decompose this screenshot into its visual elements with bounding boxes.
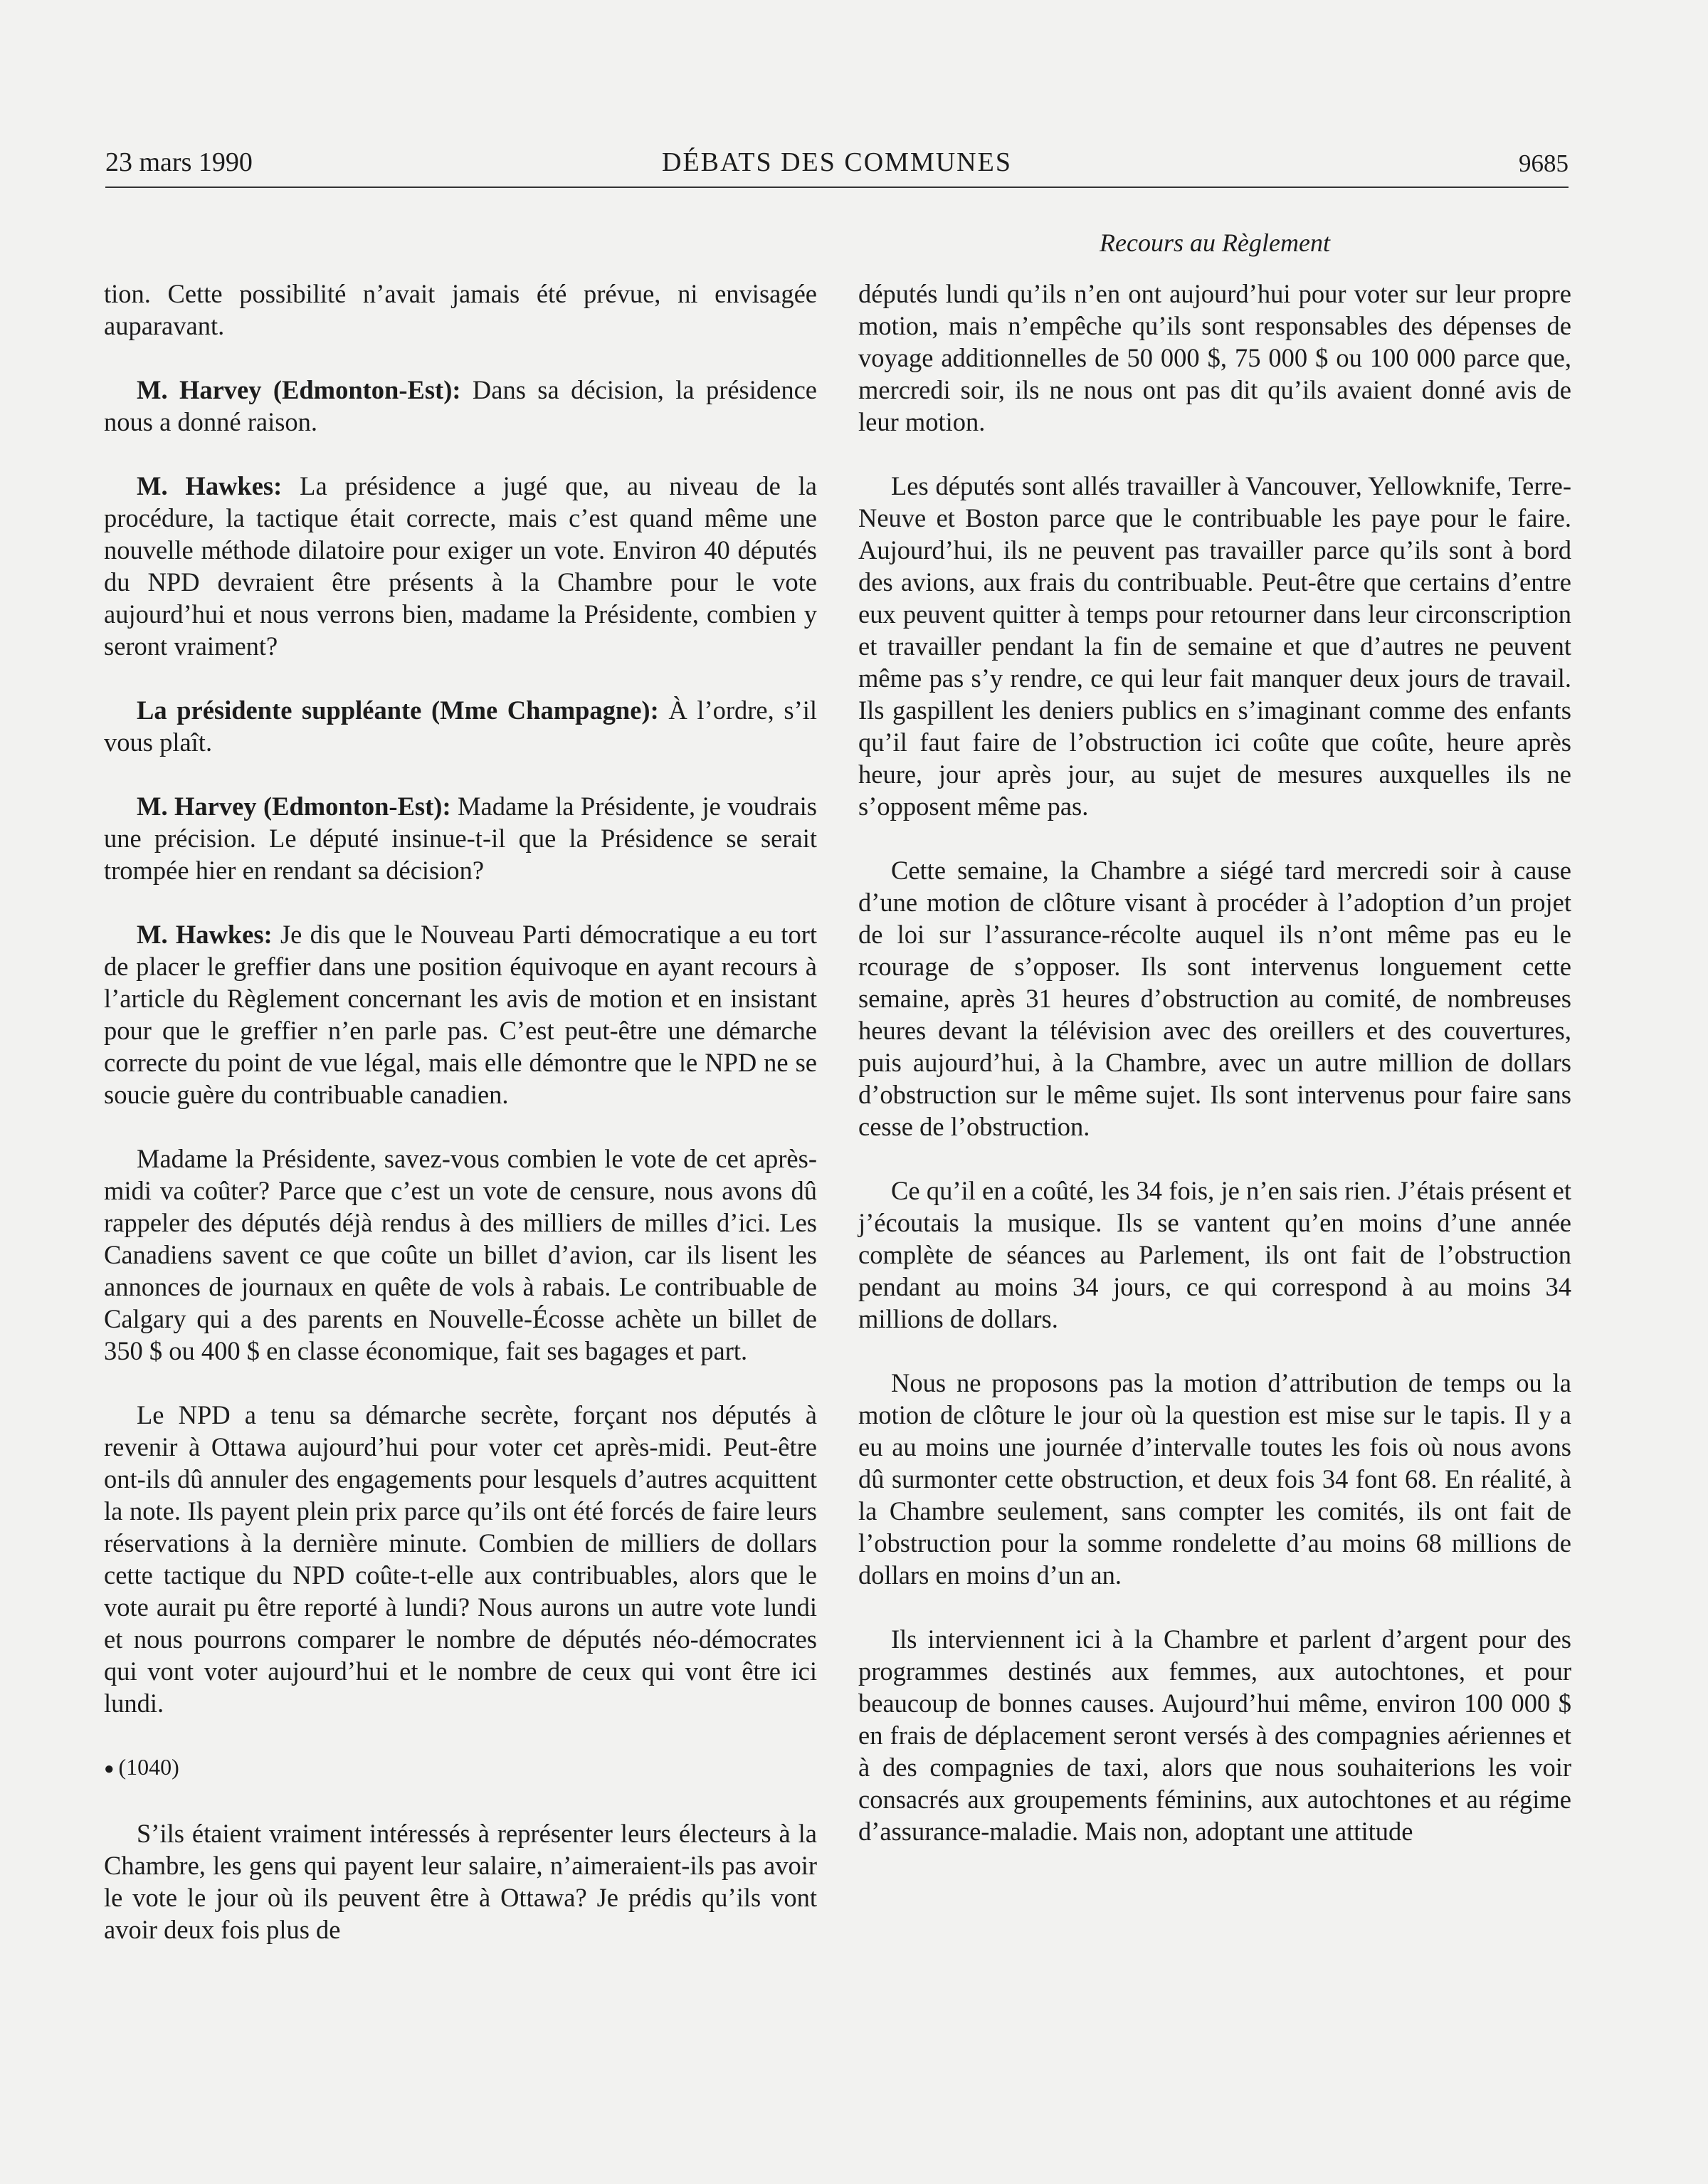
paragraph: Cette semaine, la Chambre a siégé tard mercredi soir à cause d’une motion de clôture visant à procéder à l’adoption d’un projet de loi sur l’assurance-récolte auquel ils n’ont même pas eu le rcourage de s’opposer. Ils sont intervenus longuement cette semaine, après 31 heures d’obstruction au comité, de nombreuses heures devant la télévision avec des oreillers et des couvertures, puis aujourd’hui, à la Chambre, avec un autre million de dollars d’obstruction sur le même sujet. Ils sont intervenus pour faire sans cesse de l’obstruction. <box>858 856 1571 1141</box>
paragraph: tion. Cette possibilité n’avait jamais été prévue, ni envisagée auparavant. <box>104 279 817 340</box>
paragraph <box>104 790 817 886</box>
bullet-icon: ● <box>104 1760 115 1779</box>
header-page-number: 9685 <box>1519 149 1569 177</box>
paragraph: Ce qu’il en a coûté, les 34 fois, je n’en sais rien. J’étais présent et j’écoutais la musique. Ils se vantent qu’en moins d’une année complète de séances au Parlement, ils ont fait de l’obstruction pendant au moins 34 jours, ce qui correspond à au moins 34 millions de dollars. <box>858 1176 1571 1333</box>
paragraph: Le NPD a tenu sa démarche secrète, forçant nos députés à revenir à Ottawa aujourd’hui pour voter cet après-midi. Peut-être ont-ils dû annuler des engagements pour lesquels d’autres acquittent la note. Ils payent plein prix parce qu’ils ont été forcés de faire leurs réservations à la dernière minute. Combien de milliers de dollars cette tactique du NPD coûte-t-elle aux contribuables, alors que le vote aurait pu être reporté à lundi? Nous aurons un autre vote lundi et nous pourrons comparer le nombre de députés néo-démocrates qui vont voter aujourd’hui et le nombre de ceux qui vont être ici lundi. <box>104 1400 817 1718</box>
speaker-name: M. Harvey (Edmonton-Est): <box>137 792 451 821</box>
paragraph <box>104 374 817 438</box>
right-column <box>858 278 1571 1879</box>
speech-text: La présidence a jugé que, au niveau de la procédure, la tactique était correcte, mais c’est quand même une nouvelle méthode dilatoire pour exiger un vote. Environ 40 députés du NPD devraient être présents à la Chambre pour le vote aujourd’hui et nous verrons bien, madame la Présidente, combien y seront vraiment? <box>104 471 817 661</box>
speech-text: Je dis que le Nouveau Parti démocratique a eu tort de placer le greffier dans une position équivoque en ayant recours à l’article du Règlement concernant les avis de motion et en insistant pour que le greffier n’en parle pas. C’est peut-être une démarche correcte du point de vue légal, mais elle démontre que le NPD ne se soucie guère du contribuable canadien. <box>104 920 817 1109</box>
header-rule <box>105 187 1569 188</box>
speaker-name: M. Hawkes: <box>137 471 283 500</box>
time-marker <box>104 1751 817 1785</box>
paragraph: Les députés sont allés travailler à Vancouver, Yellowknife, Terre-Neuve et Boston parce que le contribuable les paye pour le faire. Aujourd’hui, ils ne peuvent pas travailler parce qu’ils sont à bord des avions, aux frais du contribuable. Peut-être que certains d’entre eux peuvent quitter à temps pour retourner dans leur circonscription et travailler pendant la fin de semaine et que d’autres ne peuvent même pas s’y rendre, ce qui leur fait manquer deux jours de travail. Ils gaspillent les deniers publics en s’imaginant comme des enfants qu’il faut faire de l’obstruction ici coûte que coûte, heure après heure, jour après jour, au sujet de mesures auxquelles ils ne s’opposent même pas. <box>858 471 1571 821</box>
page-header <box>105 147 1569 182</box>
speaker-name: M. Hawkes: <box>137 920 273 949</box>
time-marker-text: (1040) <box>118 1754 179 1780</box>
paragraph: S’ils étaient vraiment intéressés à représenter leurs électeurs à la Chambre, les gens qui payent leur salaire, n’aimeraient-ils pas avoir le vote le jour où ils peuvent être à Ottawa? Je prédis qu’ils vont avoir deux fois plus de <box>104 1819 817 1945</box>
paragraph <box>104 470 817 662</box>
speech-text: Madame la Présidente, je voudrais une précision. Le député insinue-t-il que la Présidence se serait trompée hier en rendant sa décision? <box>104 792 817 885</box>
paragraph: Ils interviennent ici à la Chambre et parlent d’argent pour des programmes destinés aux femmes, aux autochtones, et pour beaucoup de bonnes causes. Aujourd’hui même, environ 100 000 $ en frais de déplacement seront versés à des compagnies aériennes et à des compagnies de taxi, alors que nous souhaiterions les voir consacrés aux groupements féminins, aux autochtones et au régime d’assurance-maladie. Mais non, adoptant une attitude <box>858 1624 1571 1846</box>
speech-text: À l’ordre, s’il vous plaît. <box>104 695 817 757</box>
paragraph: Madame la Présidente, savez-vous combien le vote de cet après-midi va coûter? Parce que c’est un vote de censure, nous avons dû rappeler des députés déjà rendus à des milliers de milles d’ici. Les Canadiens savent ce que coûte un billet d’avion, car ils lisent les annonces de journaux en quête de vols à rabais. Le contribuable de Calgary qui a des parents en Nouvelle-Écosse achète un billet de 350 $ ou 400 $ en classe économique, fait ses bagages et part. <box>104 1144 817 1365</box>
speaker-name: La présidente suppléante (Mme Champagne): <box>137 695 659 725</box>
header-title: DÉBATS DES COMMUNES <box>662 147 1012 177</box>
left-column <box>104 278 817 1978</box>
header-date: 23 mars 1990 <box>105 147 253 177</box>
paragraph <box>104 694 817 758</box>
speaker-name: M. Harvey (Edmonton-Est): <box>137 375 461 404</box>
paragraph <box>104 918 817 1111</box>
paragraph: Nous ne proposons pas la motion d’attribution de temps ou la motion de clôture le jour où la question est mise sur le tapis. Il y a eu au moins une journée d’intervalle toutes les fois où nous avons dû surmonter cette obstruction, et deux fois 34 font 68. En réalité, à la Chambre seulement, sans compter les comités, ils ont fait de l’obstruction pour la somme rondelette d’au moins 68 millions de dollars en moins d’un an. <box>858 1368 1571 1590</box>
speech-text: Dans sa décision, la présidence nous a donné raison. <box>104 375 817 436</box>
running-head: Recours au Règlement <box>1100 229 1330 257</box>
paragraph: députés lundi qu’ils n’en ont aujourd’hui pour voter sur leur propre motion, mais n’empêche qu’ils sont responsables des dépenses de voyage additionnelles de 50 000 $, 75 000 $ ou 100 000 parce que, mercredi soir, ils ne nous ont pas dit qu’ils avaient donné avis de leur motion. <box>858 279 1571 436</box>
